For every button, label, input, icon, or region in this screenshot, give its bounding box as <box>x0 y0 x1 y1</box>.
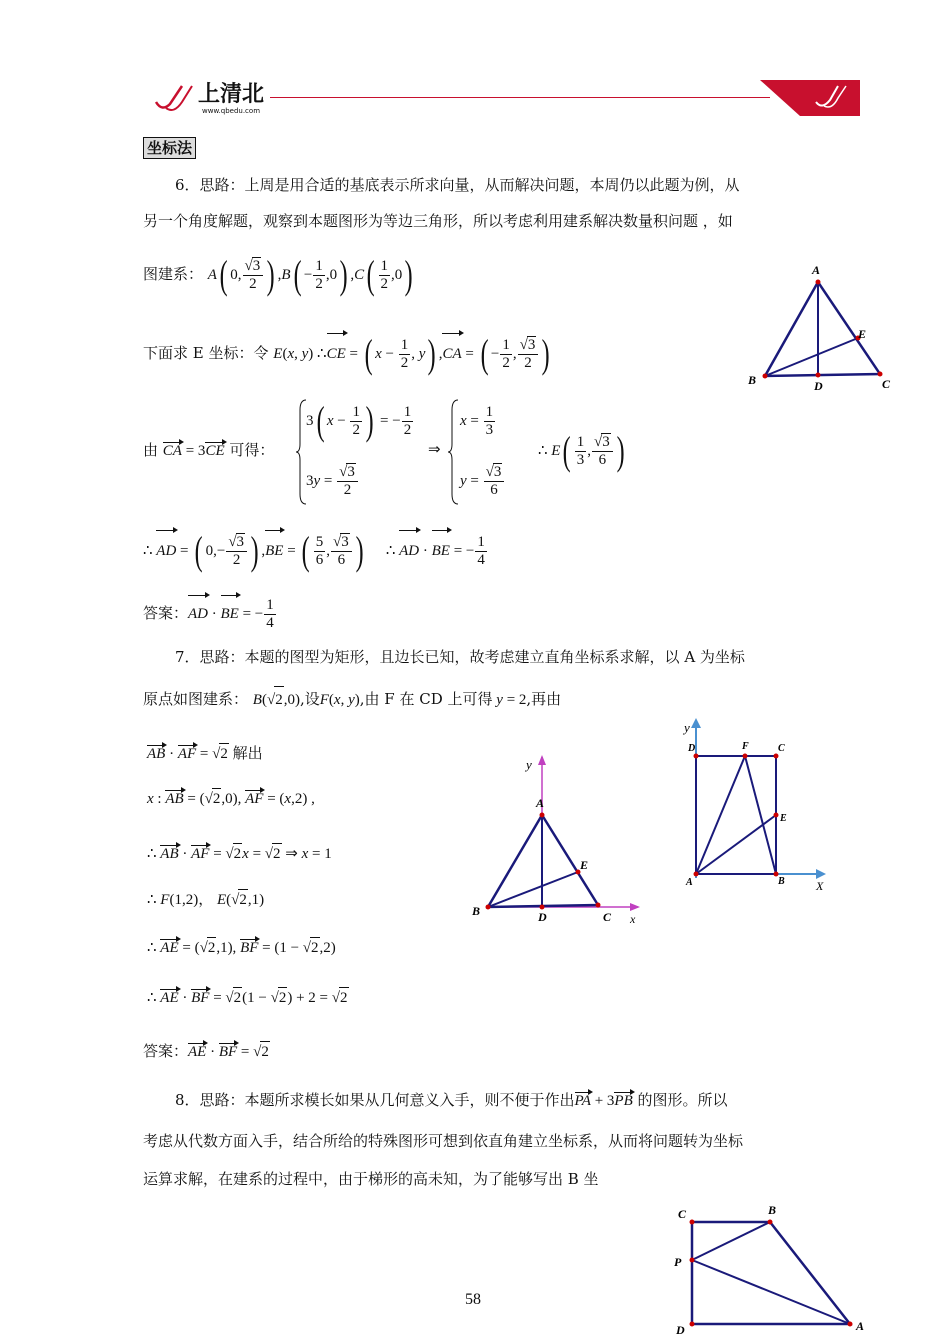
svg-text:C: C <box>678 1207 687 1221</box>
svg-text:X: X <box>816 879 824 893</box>
svg-text:E: E <box>580 858 589 872</box>
p6-line2: 另一个角度解题，观察到本题图形为等边三角形，所以考虑利用建系解决数量积问题 ，如 <box>143 212 733 230</box>
p6-line4: 下面求 E 坐标：令 E(x, y) ∴CE = ( x − $\frac{1}{2}$ , y) ,CA = ( − $\frac{1}{2}$ , $\frac{√3}{2}$ ) <box>143 331 551 376</box>
p6-line1: 6．思路：上周是用合适的基底表示所求向量，从而解决问题，本周仍以此题为例，从 <box>175 176 740 194</box>
p7-line2: 原点如图建系： B(√2,0),设F(x, y),由 F 在 CD 上可得 y = 2,再由 <box>143 686 561 713</box>
svg-text:E: E <box>780 813 787 824</box>
figure-7a-triangle-axes <box>470 755 650 930</box>
p7-line4: x : AB = (√2,0), AF = (x,2) , <box>147 788 315 809</box>
svg-text:C: C <box>882 377 891 391</box>
header-rule <box>270 97 770 98</box>
svg-text:A: A <box>536 796 545 810</box>
svg-text:x: x <box>630 912 636 926</box>
p7-line1: 7．思路：本题的图型为矩形，且边长已知，故考虑建立直角坐标系求解，以 A 为坐标 <box>175 648 745 666</box>
svg-text:P: P <box>674 1255 682 1269</box>
header <box>0 0 950 130</box>
figure-6-triangle <box>740 262 900 396</box>
svg-text:B: B <box>768 1203 777 1217</box>
svg-text:A: A <box>856 1319 865 1333</box>
section-title: 坐标法 <box>143 137 196 159</box>
p6-vectors: ∴ AD = ( 0,− $\frac{√3}{2}$ ) ,BE = ( $\frac{5}{6}$ , $\frac{√3}{6}$ ) ∴ AD · BE = − $\frac{1}{4}$ <box>143 528 485 573</box>
svg-text:A: A <box>812 263 821 277</box>
svg-text:C: C <box>778 743 785 754</box>
sys1-eq1: 3( x − $\frac{1}{2}$ ) = − $\frac{1}{2}$ <box>306 398 412 443</box>
p8-line1: 8．思路：本题所求模长如果从几何意义入手，则不便于作出PA + 3PB 的图形。所以 <box>175 1091 728 1109</box>
header-corner-icon <box>760 80 860 116</box>
svg-text:C: C <box>603 910 612 924</box>
p7-line5: ∴ AB · AF = √2x = √2 ⇒ x = 1 <box>147 843 332 864</box>
implies-arrow: ⇒ <box>428 442 441 458</box>
svg-text:B: B <box>472 904 481 918</box>
svg-text:D: D <box>676 1323 685 1337</box>
figure-7b-rectangle <box>680 718 840 896</box>
sys2-eq2: y = $\frac{√3}{6}$ <box>460 460 505 501</box>
p7-line3: AB · AF = √2 解出 <box>147 744 263 762</box>
p6-E-coord: ∴ E( $\frac{1}{3}$ , $\frac{√3}{6}$ ) <box>538 428 625 473</box>
svg-text:F: F <box>742 741 749 752</box>
svg-text:B: B <box>778 876 785 887</box>
svg-text:y: y <box>684 720 690 735</box>
p7-line6: ∴ F(1,2)， E(√2,1) <box>147 889 264 910</box>
svg-text:D: D <box>538 910 547 924</box>
svg-text:y: y <box>526 757 532 772</box>
svg-text:B: B <box>748 373 757 387</box>
brand-name: 上清北 <box>198 82 265 107</box>
sys2-eq1: x = $\frac{1}{3}$ <box>460 403 494 438</box>
brand-site: www.qbedu.com <box>202 107 261 115</box>
p7-line7: ∴ AE = (√2,1), BF = (1 − √2,2) <box>147 937 336 958</box>
p7-line8: ∴ AE · BF = √2(1 − √2) + 2 = √2 <box>147 987 349 1008</box>
page-number: 58 <box>465 1291 481 1308</box>
sys1-eq2: 3y = $\frac{√3}{2}$ <box>306 460 359 501</box>
p6-line3: 图建系： A( 0, $\frac{√3}{2}$ ) ,B( − $\frac{1}{2}$ ,0) ,C( $\frac{1}{2}$ ,0) <box>143 252 413 297</box>
svg-text:D: D <box>814 379 823 393</box>
p7-answer: 答案：AE · BF = √2 <box>143 1042 269 1060</box>
svg-text:D: D <box>688 743 696 754</box>
p6-line5: 由 CA = 3CE 可得： <box>143 441 275 459</box>
p6-answer: 答案：AD · BE = − $\frac{1}{4}$ <box>143 593 277 634</box>
svg-text:A: A <box>686 877 693 888</box>
p8-line2: 考虑从代数方面入手，结合所给的特殊图形可想到依直角建立坐标系，从而将问题转为坐标 <box>143 1132 744 1150</box>
figure-8-trapezoid <box>670 1200 870 1338</box>
brand-logo-icon <box>152 82 202 114</box>
svg-text:E: E <box>858 327 867 341</box>
p8-line3: 运算求解，在建系的过程中，由于梯形的高未知，为了能够写出 B 坐 <box>143 1170 599 1188</box>
brace-left-2 <box>448 398 460 506</box>
